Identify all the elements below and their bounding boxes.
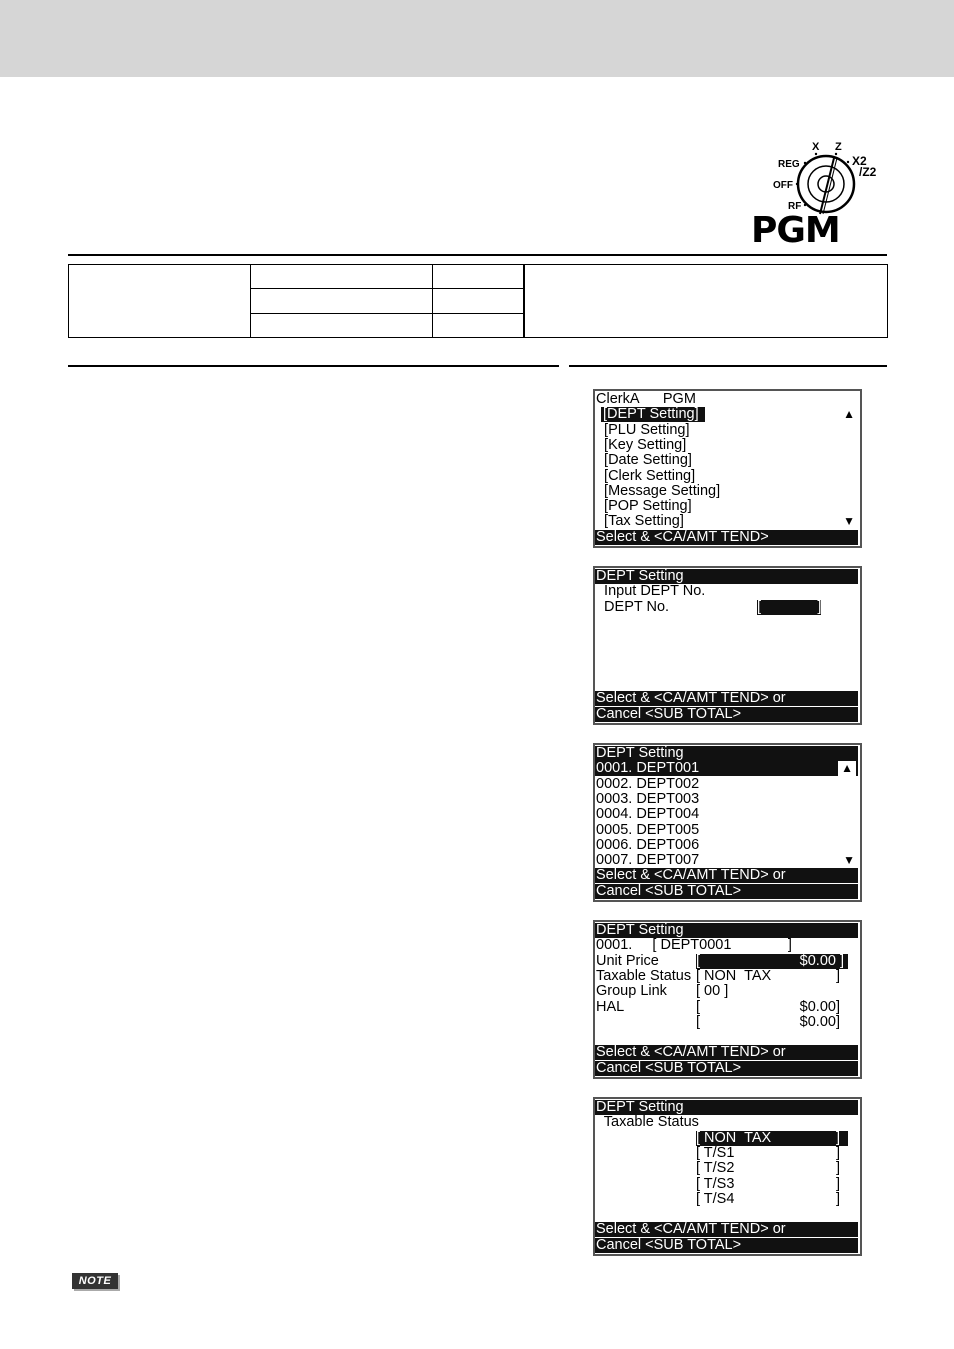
lcd-row-text: Cancel <SUB TOTAL> — [596, 1059, 742, 1076]
lcd-row — [595, 569, 858, 584]
lcd-row — [595, 499, 858, 514]
lcd-row — [595, 777, 858, 792]
lcd-screen — [593, 566, 862, 725]
info-table-cell — [433, 289, 524, 313]
scroll-down-icon: ▼ — [843, 853, 855, 868]
field-value: ] — [835, 967, 840, 984]
lcd-row-text: Group Link — [596, 983, 667, 1000]
lcd-row — [595, 1061, 858, 1076]
field-text: [ NON TAX — [696, 967, 772, 984]
lcd-screen — [593, 920, 862, 1079]
lcd-row-text: Select & <CA/AMT TEND> — [596, 528, 769, 545]
info-table-cell — [251, 289, 433, 313]
header-band — [0, 0, 954, 77]
lcd-row — [595, 938, 858, 953]
lcd-row-text: [Tax Setting] — [596, 513, 684, 530]
lcd-row-text: Taxable Status — [596, 1114, 699, 1131]
lcd-row-text: Select & <CA/AMT TEND> or — [596, 867, 786, 884]
field-value: ] — [835, 1129, 840, 1146]
lcd-row — [595, 469, 858, 484]
field-value: ] — [835, 1175, 840, 1192]
lcd-row — [595, 707, 858, 722]
lcd-row — [595, 838, 858, 853]
lcd-row-text: 0007. DEPT007 — [596, 852, 700, 869]
lcd-row-text: Select & <CA/AMT TEND> or — [596, 690, 786, 707]
title-rule — [68, 254, 887, 256]
lcd-row — [595, 1015, 858, 1030]
field-text: [ — [696, 1013, 701, 1030]
lcd-row-text: 0001. DEPT001 — [596, 760, 700, 777]
lcd-row — [595, 1000, 858, 1015]
lcd-row-text: 0003. DEPT003 — [596, 790, 700, 807]
field-value: ] — [835, 1160, 840, 1177]
lcd-row — [595, 1222, 858, 1237]
switch-label-rf: RF — [788, 201, 802, 212]
scroll-up-icon: ▲ — [838, 761, 856, 776]
lcd-row-text: Taxable Status — [596, 967, 692, 984]
lcd-row — [595, 600, 858, 615]
mode-label: PGM — [751, 210, 840, 251]
switch-label-off: OFF — [773, 180, 793, 191]
lcd-row-text: 0002. DEPT002 — [596, 775, 700, 792]
lcd-row — [595, 392, 858, 407]
lcd-row — [595, 1131, 858, 1146]
lcd-row — [595, 853, 858, 868]
info-table-cell — [524, 265, 888, 338]
lcd-row — [595, 438, 858, 453]
lcd-row — [595, 484, 858, 499]
lcd-row — [595, 646, 858, 661]
lcd-row-text: Cancel <SUB TOTAL> — [596, 705, 742, 722]
lcd-row-text: DEPT No. — [596, 598, 670, 615]
lcd-row-text: DEPT Setting — [596, 922, 684, 938]
scroll-up-icon: ▲ — [843, 407, 855, 422]
lcd-row-text: ClerkA PGM — [596, 391, 696, 407]
field-value: ] — [835, 1144, 840, 1161]
lcd-row-text: [Date Setting] — [596, 452, 692, 469]
lcd-row — [595, 823, 858, 838]
lcd-row-text: [PLU Setting] — [596, 421, 690, 438]
lcd-row — [595, 969, 858, 984]
lcd-row — [595, 1045, 858, 1060]
lcd-row — [595, 691, 858, 706]
field-text: [ T/S2 — [696, 1160, 735, 1177]
lcd-row-text: 0006. DEPT006 — [596, 836, 700, 853]
field-text: [ — [696, 952, 701, 969]
lcd-row-text: 0004. DEPT004 — [596, 806, 700, 823]
lcd-row — [595, 923, 858, 938]
lcd-row — [595, 530, 858, 545]
lcd-row — [595, 423, 858, 438]
lcd-row — [595, 984, 858, 999]
lcd-row-text: 0001. [ DEPT0001 ] — [596, 937, 792, 954]
lcd-row — [595, 661, 858, 676]
switch-label-x2: X2 — [852, 154, 867, 168]
lcd-row — [595, 676, 858, 691]
scroll-down-icon: ▼ — [843, 514, 855, 529]
lcd-row — [595, 1115, 858, 1130]
lcd-row-text: 0005. DEPT005 — [596, 821, 700, 838]
field-text: [ NON TAX — [696, 1129, 772, 1146]
lcd-row — [595, 1192, 858, 1207]
field-text: [ T/S3 — [696, 1175, 735, 1192]
lcd-row — [595, 1100, 858, 1115]
lcd-row-text: DEPT Setting — [596, 745, 684, 761]
info-table-cell — [433, 313, 524, 337]
field-text: [ 00 ] — [696, 983, 729, 1000]
lcd-row-text: Cancel <SUB TOTAL> — [596, 882, 742, 899]
lcd-row — [595, 868, 858, 883]
info-table-cell — [69, 265, 251, 338]
info-table — [68, 264, 888, 338]
lcd-row — [595, 807, 858, 822]
field-text: [ T/S4 — [696, 1190, 735, 1207]
switch-label-z: Z — [835, 141, 842, 153]
field-text: [ ] — [757, 598, 822, 615]
lcd-row — [595, 584, 858, 599]
lcd-row — [595, 1177, 858, 1192]
lcd-row-text: [Message Setting] — [596, 482, 721, 499]
info-table-cell — [433, 265, 524, 289]
switch-label-x: X — [812, 141, 820, 153]
lcd-row-text: [Key Setting] — [596, 436, 687, 453]
switch-label-reg: REG — [778, 159, 800, 170]
info-table-cell — [251, 265, 433, 289]
lcd-row-text: [POP Setting] — [596, 498, 692, 515]
lcd-row — [595, 1030, 858, 1045]
lcd-row — [595, 630, 858, 645]
field-value: $0.00] — [799, 1013, 840, 1030]
selected-menu-item: [DEPT Setting] — [603, 406, 703, 423]
lcd-row-text: HAL — [596, 998, 625, 1015]
lcd-row — [595, 884, 858, 899]
lcd-row-text: DEPT Setting — [596, 568, 684, 584]
lcd-row-text: Select & <CA/AMT TEND> or — [596, 1044, 786, 1061]
switch-label-z2: /Z2 — [859, 165, 877, 179]
lcd-row-text: DEPT Setting — [596, 1099, 684, 1115]
lcd-row-text: Input DEPT No. — [596, 583, 706, 600]
lcd-row — [595, 615, 858, 630]
display-column-rule — [569, 365, 887, 367]
lcd-row — [595, 792, 858, 807]
field-text: [ — [696, 998, 701, 1015]
lcd-screen — [593, 743, 862, 902]
lcd-screen — [593, 389, 862, 548]
procedure-column-rule — [68, 365, 559, 367]
lcd-row-text: Unit Price — [596, 952, 659, 969]
field-value: ] — [835, 1190, 840, 1207]
lcd-row-text: Select & <CA/AMT TEND> or — [596, 1221, 786, 1238]
lcd-row — [595, 407, 858, 422]
field-text: [ T/S1 — [696, 1144, 735, 1161]
field-value: $0.00] — [799, 998, 840, 1015]
field-value: $0.00 ] — [799, 952, 844, 969]
info-table-cell — [251, 313, 433, 337]
lcd-row — [595, 514, 858, 529]
lcd-row — [595, 954, 858, 969]
lcd-row — [595, 1207, 858, 1222]
note-badge: NOTE — [72, 1273, 118, 1289]
lcd-row-text: [Clerk Setting] — [596, 467, 696, 484]
lcd-row — [595, 1146, 858, 1161]
lcd-row — [595, 761, 858, 776]
lcd-row-text: Cancel <SUB TOTAL> — [596, 1236, 742, 1253]
lcd-screen — [593, 1097, 862, 1256]
lcd-row — [595, 1238, 858, 1253]
lcd-row — [595, 1161, 858, 1176]
lcd-row — [595, 453, 858, 468]
lcd-row — [595, 746, 858, 761]
